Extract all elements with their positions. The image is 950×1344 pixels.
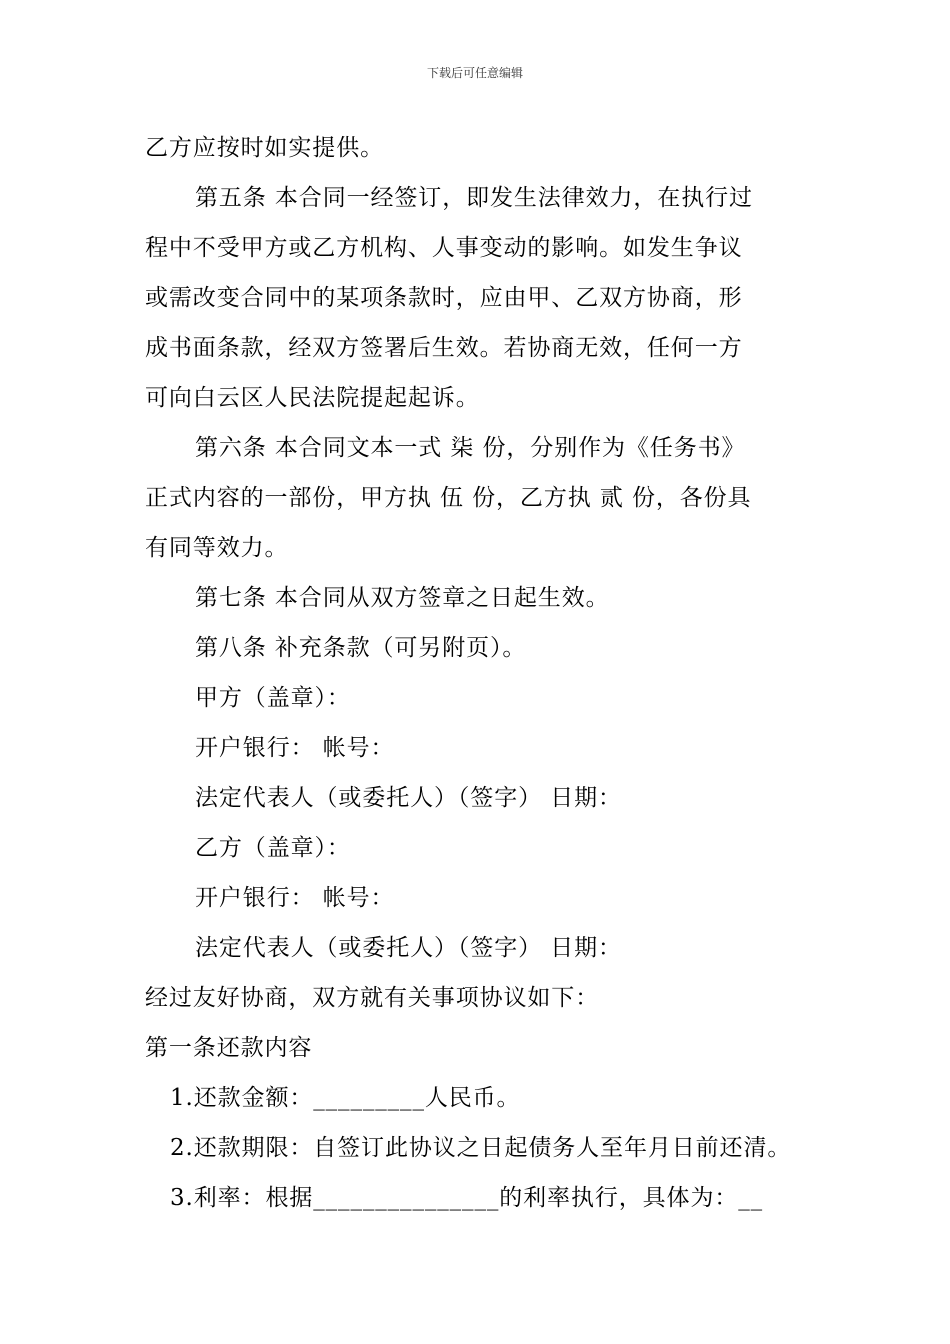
paragraph-line: 1.还款金额：_________人民币。 — [170, 1085, 521, 1111]
paragraph-line: 第八条 补充条款（可另附页）。 — [195, 635, 527, 661]
paragraph-line: 成书面条款，经双方签署后生效。若协商无效，任何一方 — [145, 335, 743, 361]
paragraph-line: 程中不受甲方或乙方机构、人事变动的影响。如发生争议 — [145, 235, 743, 261]
paragraph-line: 可向白云区人民法院提起起诉。 — [145, 385, 480, 411]
paragraph-line: 第五条 本合同一经签订，即发生法律效力，在执行过 — [195, 185, 753, 211]
paragraph-line: 3.利率：根据_______________的利率执行，具体为：__ — [170, 1185, 764, 1211]
paragraph-line: 或需改变合同中的某项条款时，应由甲、乙双方协商，形 — [145, 285, 743, 311]
paragraph-line: 开户银行： 帐号： — [195, 735, 395, 761]
page-header: 下载后可任意编辑 — [426, 66, 523, 80]
paragraph-line: 第七条 本合同从双方签章之日起生效。 — [195, 585, 610, 611]
paragraph-line: 开户银行： 帐号： — [195, 885, 395, 911]
paragraph-line: 第六条 本合同文本一式 柒 份，分别作为《任务书》 — [195, 435, 746, 461]
paragraph-line: 有同等效力。 — [145, 535, 289, 561]
paragraph-line: 乙方应按时如实提供。 — [145, 135, 384, 161]
paragraph-line: 法定代表人（或委托人）（签字） 日期： — [195, 785, 622, 811]
paragraph-line: 甲方（盖章）： — [195, 685, 351, 711]
paragraph-line: 乙方（盖章）： — [195, 835, 351, 861]
paragraph-line: 正式内容的一部份，甲方执 伍 份，乙方执 贰 份，各份具 — [145, 485, 752, 511]
paragraph-line: 法定代表人（或委托人）（签字） 日期： — [195, 935, 622, 961]
paragraph-line: 经过友好协商，双方就有关事项协议如下： — [145, 985, 600, 1011]
paragraph-line: 第一条还款内容 — [145, 1035, 313, 1061]
paragraph-line: 2.还款期限：自签订此协议之日起债务人至年月日前还清。 — [170, 1135, 792, 1161]
